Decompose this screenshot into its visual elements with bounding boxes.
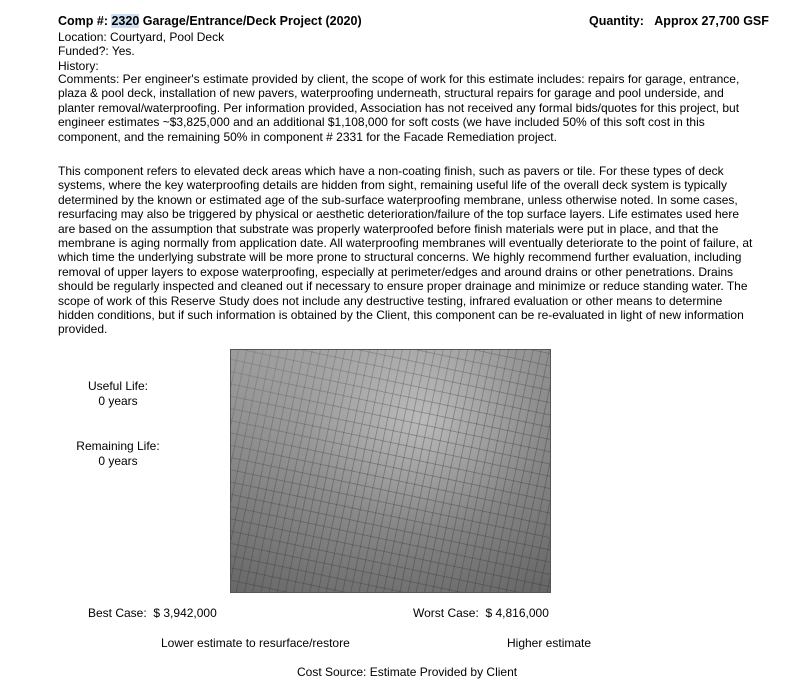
paver-deck-photo	[230, 349, 551, 593]
funded-line: Funded?: Yes.	[58, 44, 135, 59]
comp-prefix: Comp #:	[58, 14, 112, 28]
worst-case-label: Worst Case:	[413, 606, 479, 620]
quantity-label: Quantity:	[589, 14, 644, 28]
remaining-life	[58, 439, 178, 469]
description-paragraph: This component refers to elevated deck areas which have a non-coating finish, such as pavers or tile. For these types of deck systems, where the key waterproofing details are hidden from sight, remaining useful life of the overall deck system is typically determined by the known or estimated age of the sub-surface waterproofing membrane, unless otherwise noted. In some cases, resurfacing may also be triggered by physical or aesthetic deterioration/failure of the top surface layers. Life estimates used here are based on the assumption that substrate was properly waterproofed before finish materials were put in place, and that the membrane is aging normally from application date. All waterproofing membranes will eventually deteriorate to the point of failure, at which time the underlying substrate will be more prone to structural concerns. We highly recommend further evaluation, including removal of upper layers to expose waterproofing, especially at perimeter/edges and around drains or other penetrations. Drains should be regularly inspected and cleaned out if necessary to ensure proper drainage and minimize or reduce standing water. The scope of work of this Reserve Study does not include any destructive testing, infrared evaluation or other means to determine hidden conditions, but if such information is obtained by the Client, this component can be re-evaluated in light of new information provided.	[58, 164, 753, 337]
worst-case-value: $ 4,816,000	[485, 606, 549, 620]
location-line: Location: Courtyard, Pool Deck	[58, 30, 225, 44]
useful-life-label: Useful Life:	[87, 379, 149, 393]
quantity	[589, 14, 769, 28]
worst-case-note: Higher estimate	[507, 636, 592, 650]
remaining-life-label: Remaining Life:	[76, 439, 160, 453]
comp-number[interactable]: 2320	[111, 14, 140, 28]
cost-source: Cost Source: Estimate Provided by Client	[297, 665, 518, 679]
worst-case	[413, 606, 549, 620]
component-meta	[58, 30, 224, 73]
best-case-value: $ 3,942,000	[153, 606, 217, 620]
best-case-note: Lower estimate to resurface/restore	[161, 636, 350, 650]
comp-title: Garage/Entrance/Deck Project (2020)	[139, 14, 362, 28]
component-header	[58, 14, 769, 28]
best-case-label: Best Case:	[88, 606, 147, 620]
best-case	[88, 606, 217, 620]
useful-life-value: 0 years	[98, 394, 138, 408]
useful-life	[58, 379, 178, 409]
quantity-value: Approx 27,700 GSF	[654, 14, 769, 28]
remaining-life-value: 0 years	[98, 454, 138, 468]
history-line: History:	[58, 58, 99, 73]
comments-paragraph: Comments: Per engineer's estimate provided by client, the scope of work for this estimate includes: repairs for garage, entrance, plaza & pool deck, installation of new pavers, waterproofing underneath, structural repairs for garage and pool underside, and planter removal/waterproofing. Per information provided, Association has not received any formal bids/quotes for this project, but engineer estimates ~$3,825,000 and an additional $1,108,000 for soft costs (we have included 50% of this soft cost in this component, and the remaining 50% in component # 2331 for the Facade Remediation project.	[58, 72, 740, 144]
